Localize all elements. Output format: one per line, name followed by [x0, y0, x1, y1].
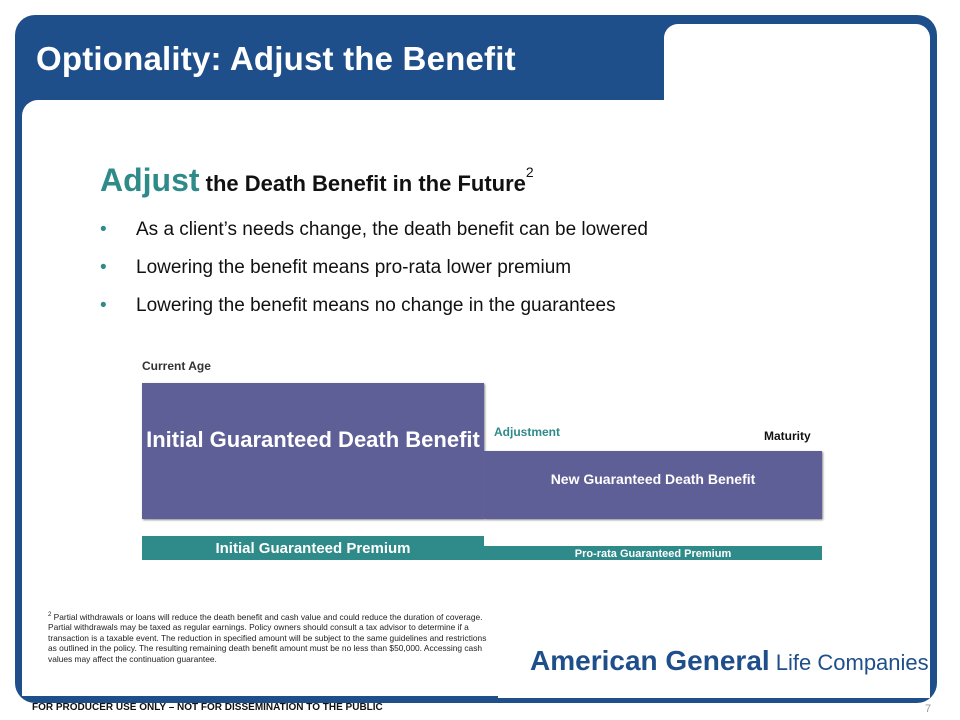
bullet-icon: • — [100, 219, 107, 240]
section-heading — [100, 162, 534, 199]
heading-footnote-ref: 2 — [525, 164, 534, 180]
bullet-item: • Lowering the benefit means pro-rata lower premium — [100, 257, 572, 278]
prorata-premium-label: Pro-rata Guaranteed Premium — [574, 548, 732, 560]
initial-benefit-label: Initial Guaranteed Death Benefit — [146, 427, 480, 452]
adjustment-label: Adjustment — [494, 425, 560, 439]
initial-premium-label: Initial Guaranteed Premium — [215, 540, 411, 557]
maturity-label: Maturity — [764, 429, 811, 443]
bullet-icon: • — [100, 257, 107, 278]
footnote — [48, 610, 496, 664]
bullet-icon: • — [100, 295, 107, 316]
bullet-item: • Lowering the benefit means no change in the guarantees — [100, 295, 616, 316]
page-number: 7 — [925, 703, 932, 715]
company-logo — [530, 645, 929, 677]
disclaimer: FOR PRODUCER USE ONLY – NOT FOR DISSEMINATION TO THE PUBLIC — [32, 702, 383, 713]
bullet-list — [100, 218, 648, 332]
initial-premium-bar — [142, 536, 484, 560]
heading-keyword: Adjust — [100, 162, 200, 198]
current-age-label: Current Age — [142, 359, 211, 373]
heading-rest: the Death Benefit in the Future — [199, 171, 526, 196]
bullet-item: • As a client’s needs change, the death benefit can be lowered — [100, 219, 648, 240]
new-benefit-box — [484, 451, 822, 519]
prorata-premium-bar — [484, 546, 822, 560]
slide-title: Optionality: Adjust the Benefit — [36, 40, 516, 77]
new-benefit-label: New Guaranteed Death Benefit — [550, 471, 756, 487]
frame-notch — [664, 24, 930, 108]
company-name-bold: American General — [530, 645, 770, 676]
footnote-marker: 2 — [48, 612, 52, 618]
initial-benefit-box — [142, 383, 484, 519]
footnote-text: Partial withdrawals or loans will reduce the death benefit and cash value and could reduce the duration of coverage. Partial withdrawals may be taxed as regular earnings. Policy owners should consult a tax advisor to determine if a transaction is a taxable event. The reduction in specified amount will be subject to the same guidelines and restrictions as outlined in the policy. The resulting remaining death benefit amount must be no less than $50,000. Accessing cash values may affect the continuation guarantee. — [48, 611, 487, 664]
company-name-rest: Life Companies — [769, 650, 929, 675]
